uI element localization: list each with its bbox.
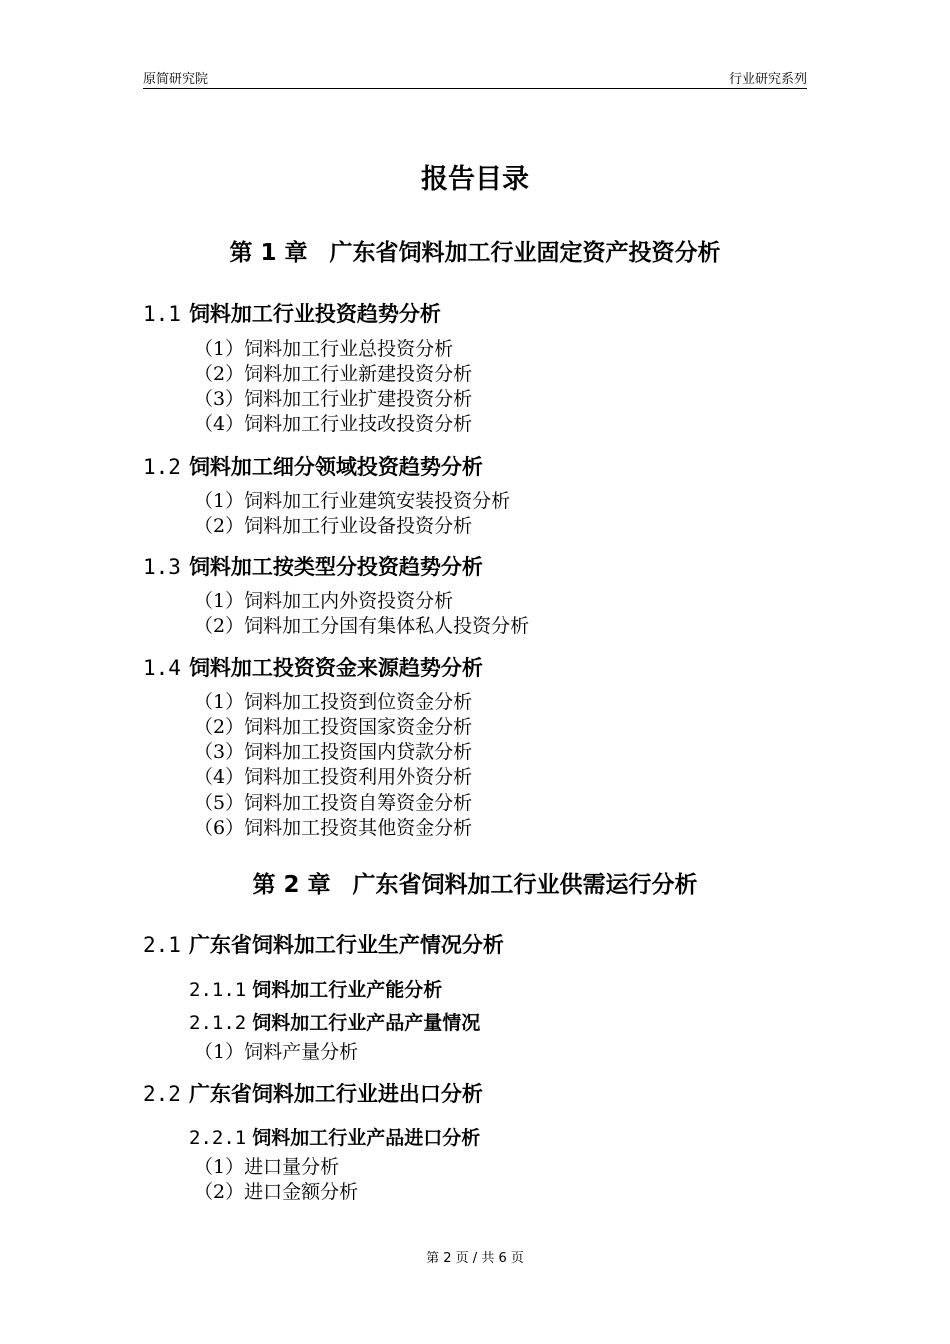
section-1-3 [143,551,483,581]
list-item: （2）饲料加工行业设备投资分析 [194,515,473,537]
subsection-2-2-1 [189,1123,480,1150]
list-item: （3）饲料加工行业扩建投资分析 [194,388,473,410]
section-number: 1.4 [143,656,181,680]
section-2-2 [143,1078,483,1108]
subsection-2-1-2 [189,1008,480,1035]
section-number: 1.1 [143,302,181,326]
list-item: （6）饲料加工投资其他资金分析 [194,817,473,839]
chapter-2-title: 广东省饲料加工行业供需运行分析 [352,872,698,898]
section-1-2 [143,451,483,481]
subsection-2-1-1 [189,975,442,1002]
list-item: （2）饲料加工投资国家资金分析 [194,716,473,738]
list-item: （1）饲料加工内外资投资分析 [194,590,454,612]
list-item: （4）饲料加工投资利用外资分析 [194,766,473,788]
list-item: （1）饲料产量分析 [194,1041,359,1063]
header-series: 行业研究系列 [728,72,807,87]
section-title: 饲料加工行业投资趋势分析 [188,302,441,326]
list-item: （1）进口量分析 [194,1156,340,1178]
list-item: （5）饲料加工投资自筹资金分析 [194,792,473,814]
section-title: 饲料加工细分领域投资趋势分析 [188,455,483,479]
chapter-1-title: 广东省饲料加工行业固定资产投资分析 [329,240,721,266]
subsection-number: 2.2.1 [189,1127,247,1149]
subsection-title: 饲料加工行业产能分析 [252,979,443,1001]
section-number: 1.3 [143,555,181,579]
section-number: 2.1 [143,933,181,957]
section-title: 广东省饲料加工行业生产情况分析 [188,933,504,957]
page-title: 报告目录 [421,164,529,195]
section-2-1 [143,929,504,959]
section-number: 1.2 [143,455,181,479]
list-item: （1）饲料加工行业建筑安装投资分析 [194,490,511,512]
list-item: （4）饲料加工行业技改投资分析 [194,413,473,435]
subsection-number: 2.1.1 [189,979,247,1001]
list-item: （3）饲料加工投资国内贷款分析 [194,741,473,763]
chapter-1-heading [0,234,950,267]
section-1-4 [143,652,483,682]
section-number: 2.2 [143,1082,181,1106]
list-item: （2）进口金额分析 [194,1181,359,1203]
header-org: 原简研究院 [143,72,209,87]
subsection-title: 饲料加工行业产品产量情况 [252,1012,481,1034]
chapter-2-heading [0,866,950,899]
list-item: （1）饲料加工行业总投资分析 [194,338,454,360]
list-item: （2）饲料加工行业新建投资分析 [194,363,473,385]
chapter-2-number: 第 2 章 [252,872,331,898]
subsection-number: 2.1.2 [189,1012,247,1034]
subsection-title: 饲料加工行业产品进口分析 [252,1127,481,1149]
page-header [143,68,807,89]
section-1-1 [143,298,441,328]
section-title: 广东省饲料加工行业进出口分析 [188,1082,483,1106]
list-item: （1）饲料加工投资到位资金分析 [194,691,473,713]
section-title: 饲料加工投资资金来源趋势分析 [188,656,483,680]
page-footer: 第 2 页 / 共 6 页 [426,1251,524,1266]
chapter-1-number: 第 1 章 [229,240,308,266]
section-title: 饲料加工按类型分投资趋势分析 [188,555,483,579]
list-item: （2）饲料加工分国有集体私人投资分析 [194,615,530,637]
